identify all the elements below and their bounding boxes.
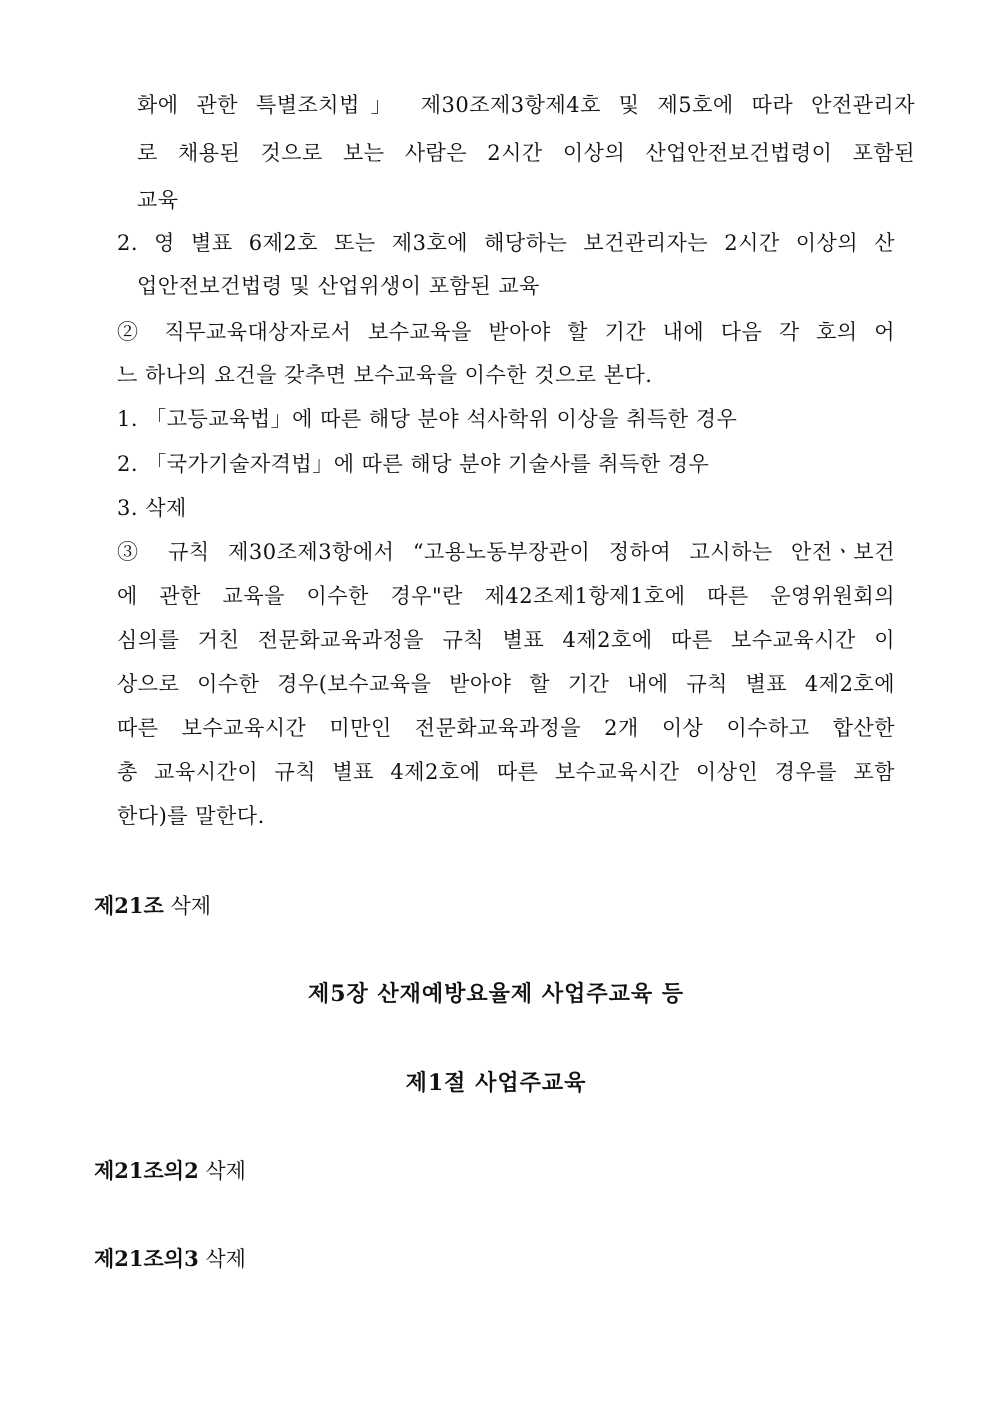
article-number: 제21조의3 xyxy=(94,1246,199,1271)
article-21-2 xyxy=(94,1157,246,1185)
article-text: 삭제 xyxy=(170,894,212,918)
body-line: ③ 규칙 제30조제3항에서 “고용노동부장관이 정하여 고시하는 안전ㆍ보건 xyxy=(117,540,895,564)
body-line: 2. 「국가기술자격법」에 따른 해당 분야 기술사를 취득한 경우 xyxy=(117,452,710,476)
body-line: 총 교육시간이 규칙 별표 4제2호에 따른 보수교육시간 이상인 경우를 포함 xyxy=(117,760,895,784)
body-line: 3. 삭제 xyxy=(117,496,187,520)
body-line: 상으로 이수한 경우(보수교육을 받아야 할 기간 내에 규칙 별표 4제2호에 xyxy=(117,672,895,696)
article-number: 제21조의2 xyxy=(94,1158,199,1183)
body-line: 느 하나의 요건을 갖추면 보수교육을 이수한 것으로 본다. xyxy=(117,363,653,387)
chapter-heading: 제5장 산재예방요율제 사업주교육 등 xyxy=(307,981,685,1007)
body-line: 업안전보건법령 및 산업위생이 포함된 교육 xyxy=(137,274,540,298)
body-line: 1. 「고등교육법」에 따른 해당 분야 석사학위 이상을 취득한 경우 xyxy=(117,407,738,431)
body-line: 한다)를 말한다. xyxy=(117,804,265,828)
body-line: 교육 xyxy=(137,188,179,212)
body-line: 화에 관한 특별조치법」 제30조제3항제4호 및 제5호에 따라 안전관리자 xyxy=(137,93,915,117)
body-line: ② 직무교육대상자로서 보수교육을 받아야 할 기간 내에 다음 각 호의 어 xyxy=(117,320,895,344)
body-line: 심의를 거친 전문화교육과정을 규칙 별표 4제2호에 따른 보수교육시간 이 xyxy=(117,628,895,652)
article-text: 삭제 xyxy=(205,1247,246,1271)
body-line: 따른 보수교육시간 미만인 전문화교육과정을 2개 이상 이수하고 합산한 xyxy=(117,716,895,740)
article-21-3 xyxy=(94,1245,246,1273)
body-line: 2. 영 별표 6제2호 또는 제3호에 해당하는 보건관리자는 2시간 이상의 산 xyxy=(117,231,895,255)
body-line: 로 채용된 것으로 보는 사람은 2시간 이상의 산업안전보건법령이 포함된 xyxy=(137,141,915,165)
section-heading: 제1절 사업주교육 xyxy=(405,1070,587,1096)
body-line: 에 관한 교육을 이수한 경우"란 제42조제1항제1호에 따른 운영위원회의 xyxy=(117,584,895,608)
article-21 xyxy=(94,892,211,920)
article-number: 제21조 xyxy=(94,893,164,918)
article-text: 삭제 xyxy=(205,1159,246,1183)
